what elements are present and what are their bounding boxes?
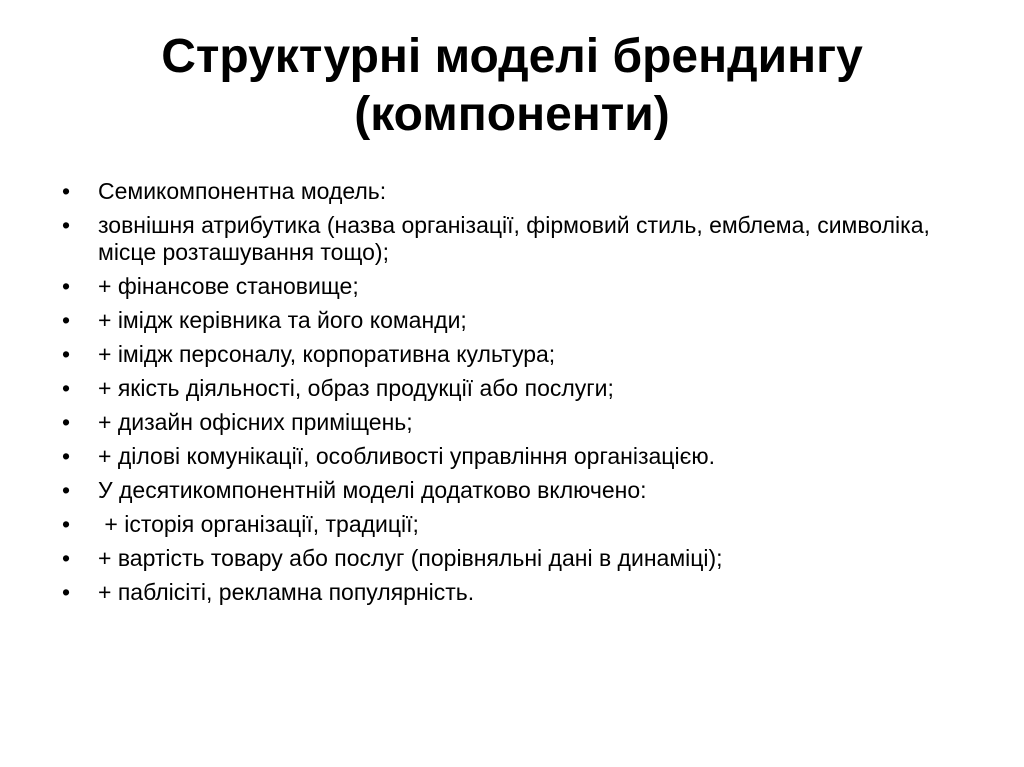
bullet-text: зовнішня атрибутика (назва організації, фірмовий стиль, емблема, символіка, місце розташування тощо); [98,212,937,265]
bullet-dot-icon: • [62,579,71,605]
bullet-dot-icon: • [62,511,71,537]
bullet-text: Семикомпонентна модель: [98,178,387,204]
bullet-text: + історія організації, традиції; [98,511,419,537]
bullet-item [62,273,962,300]
bullet-text: + фінансове становище; [98,273,359,299]
bullet-text: + ділові комунікації, особливості управління організацією. [98,443,715,469]
bullet-text: У десятикомпонентній моделі додатково включено: [98,477,647,503]
bullet-list [62,178,962,613]
bullet-dot-icon: • [62,443,71,469]
bullet-item [62,477,962,504]
bullet-item [62,178,962,205]
bullet-dot-icon: • [62,341,71,367]
bullet-item [62,579,962,606]
bullet-dot-icon: • [62,212,71,238]
bullet-dot-icon: • [62,409,71,435]
bullet-item [62,443,962,470]
bullet-item [62,545,962,572]
bullet-item [62,409,962,436]
bullet-dot-icon: • [62,178,71,204]
bullet-item [62,511,962,538]
slide-title-line-1: Структурні моделі брендингу [161,30,863,83]
bullet-text: + імідж персоналу, корпоративна культура; [98,341,556,367]
bullet-dot-icon: • [62,375,71,401]
bullet-dot-icon: • [62,477,71,503]
bullet-item [62,212,962,266]
slide-title-line-2: (компоненти) [354,88,670,141]
bullet-text: + паблісіті, рекламна популярність. [98,579,475,605]
bullet-text: + дизайн офісних приміщень; [98,409,413,435]
bullet-item [62,307,962,334]
bullet-dot-icon: • [62,273,71,299]
bullet-dot-icon: • [62,307,71,333]
bullet-text: + вартість товару або послуг (порівняльні дані в динаміці); [98,545,723,571]
bullet-dot-icon: • [62,545,71,571]
bullet-item [62,375,962,402]
bullet-text: + якість діяльності, образ продукції або послуги; [98,375,614,401]
bullet-item [62,341,962,368]
bullet-text: + імідж керівника та його команди; [98,307,467,333]
slide-title [40,28,984,144]
